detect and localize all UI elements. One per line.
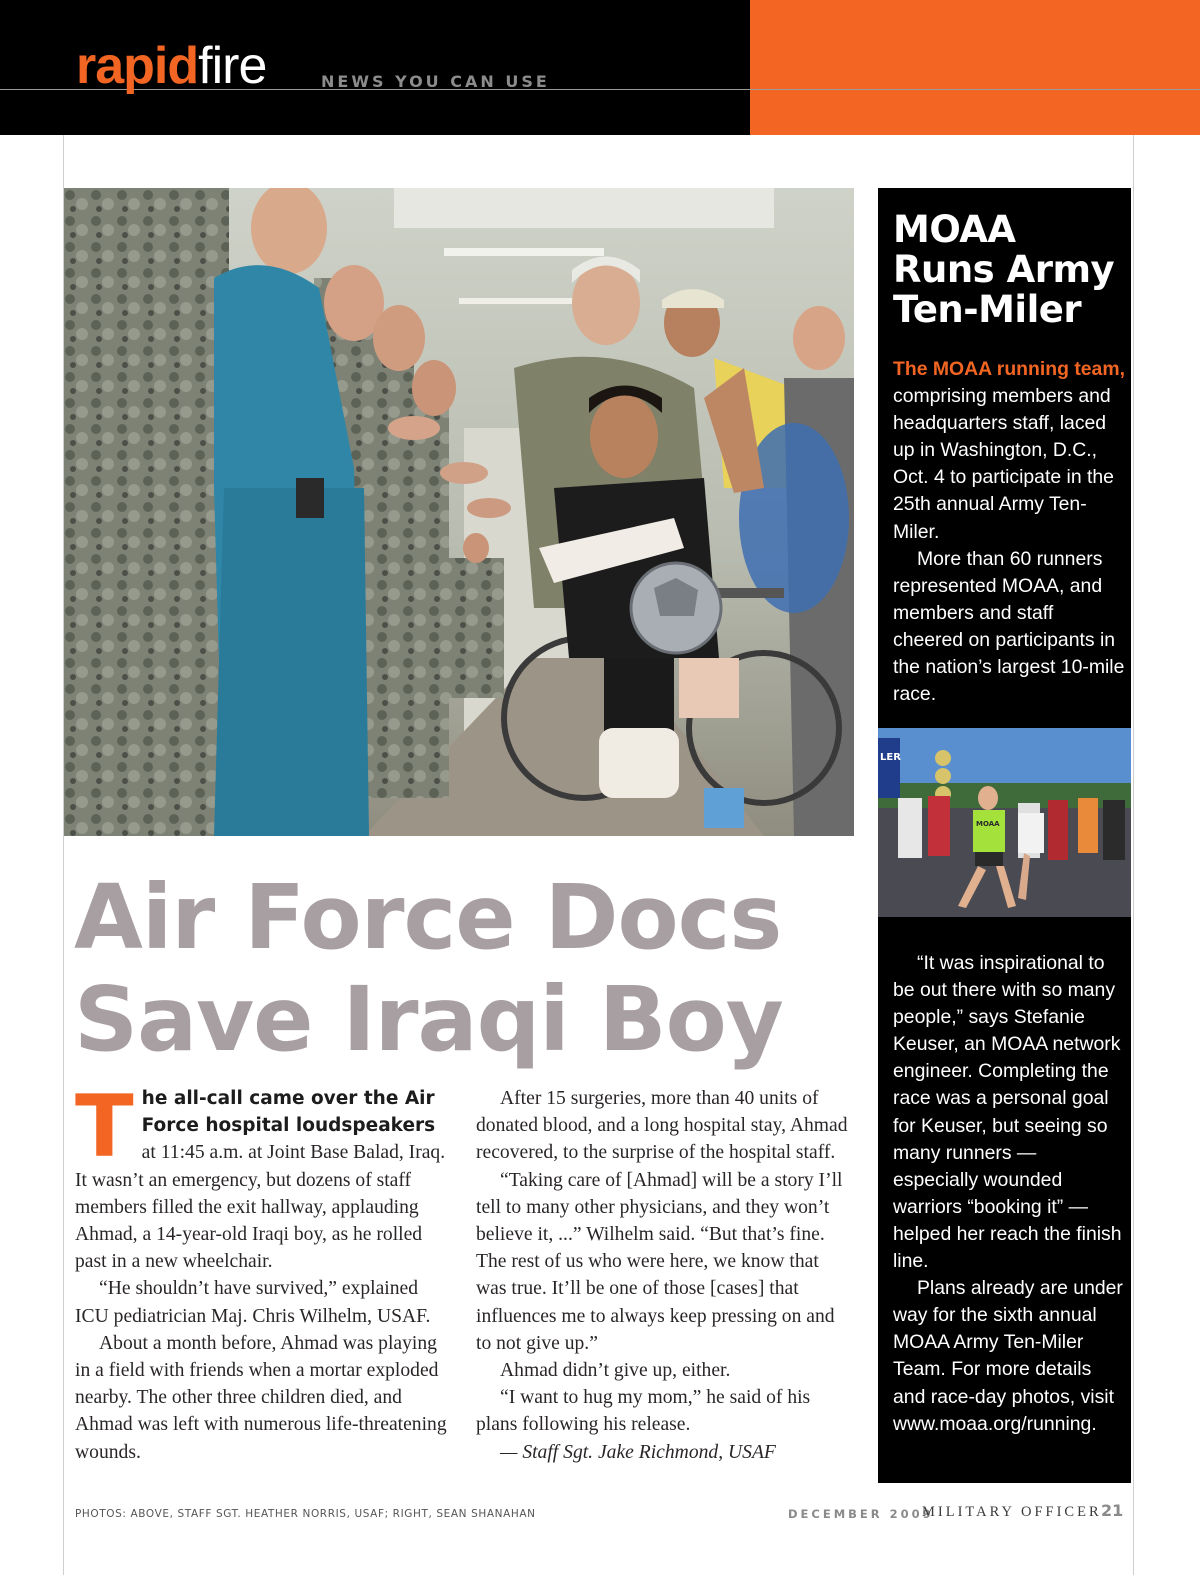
page-rule-right xyxy=(1133,135,1134,1575)
logo-rapid: rapid xyxy=(76,37,199,95)
issue-date: DECEMBER 2009 xyxy=(788,1507,934,1521)
sidebar-paragraph-3: “It was inspirational to be out there with so many people,” says Stefanie Keuser, an MOAA network engineer. Completing the race was a personal goal for Keuser, but seeing so many runners — especially wounded warriors “booking it” — helped her reach the finish line. xyxy=(893,952,1122,1273)
paragraph-6: Ahmad didn’t give up, either. xyxy=(500,1360,731,1382)
sidebar-paragraph-4: Plans already are under way for the sixth annual MOAA Army Ten-Miler Team. For more details and race-day photos, visit www.moaa.org/running. xyxy=(893,1277,1123,1435)
sidebar-paragraph-2: More than 60 runners represented MOAA, and members and staff cheered on participants in the nation’s largest 10-mile race. xyxy=(893,547,1125,706)
article-headline xyxy=(74,866,834,1070)
drop-cap: T xyxy=(75,1077,134,1177)
runner-shirt-text: MOAA xyxy=(976,820,1000,828)
photo-credit: PHOTOS: ABOVE, STAFF SGT. HEATHER NORRIS, USAF; RIGHT, SEAN SHANAHAN xyxy=(75,1508,536,1520)
paragraph-1-rest: at 11:45 a.m. at Joint Base Balad, Iraq. It wasn’t an emergency, but dozens of staff members filled the exit hallway, applauding Ahmad, a 14-year-old Iraqi boy, as he rolled past in a new wheelchair. xyxy=(75,1142,446,1273)
paragraph-2: “He shouldn’t have survived,” explained ICU pediatrician Maj. Chris Wilhelm, USAF. xyxy=(75,1278,431,1327)
sidebar-text-top xyxy=(893,356,1125,708)
sign-text: LER xyxy=(880,752,901,763)
paragraph-4: After 15 surgeries, more than 40 units of donated blood, and a long hospital stay, Ahmad recovered, to the surprise of the hospital staff. xyxy=(476,1088,848,1164)
page-number: 21 xyxy=(1101,1501,1124,1520)
sidebar-title: MOAA Runs Army Ten-Miler xyxy=(893,208,1115,331)
sidebar-paragraph-1 xyxy=(893,356,1125,546)
paragraph-3: About a month before, Ahmad was playing in a field with friends when a mortar exploded nearby. The other three children died, and Ahmad was left with numerous life-threatening wounds. xyxy=(75,1332,447,1463)
paragraph-7: “I want to hug my mom,” he said of his plans following his release. xyxy=(476,1387,811,1436)
sidebar-text-bottom xyxy=(893,950,1125,1438)
runners-photo xyxy=(878,728,1131,917)
section-logo xyxy=(76,36,266,96)
headline-line-1: Air Force Docs xyxy=(74,865,782,969)
lead-in: he all-call came over the Air Force hospital loudspeakers xyxy=(141,1088,436,1137)
magazine-name: MILITARY OFFICER xyxy=(922,1504,1102,1520)
paragraph-1 xyxy=(75,1077,451,1275)
byline: — Staff Sgt. Jake Richmond, USAF xyxy=(500,1441,776,1463)
main-photo xyxy=(64,188,854,836)
article-column-1 xyxy=(75,1077,451,1466)
article-column-2 xyxy=(476,1085,852,1466)
section-tagline: NEWS YOU CAN USE xyxy=(321,72,550,91)
paragraph-5: “Taking care of [Ahmad] will be a story I’ll tell to many other physicians, and they won’t believe it, ...” Wilhelm said. “But that’s fine. The rest of us who were here, we know that was true. It’ll be one of those [cases] that influences me to always keep pressing on and to not give up.” xyxy=(476,1169,843,1354)
sidebar-paragraph-1-rest: comprising members and headquarters staff, laced up in Washington, D.C., Oct. 4 to participate in the 25th annual Army Ten-Miler. xyxy=(893,385,1114,543)
headline-line-2: Save Iraqi Boy xyxy=(74,967,783,1071)
header-orange-block xyxy=(750,0,1200,135)
logo-fire: fire xyxy=(198,37,267,95)
sidebar-lead-in: The MOAA running team, xyxy=(893,358,1125,380)
